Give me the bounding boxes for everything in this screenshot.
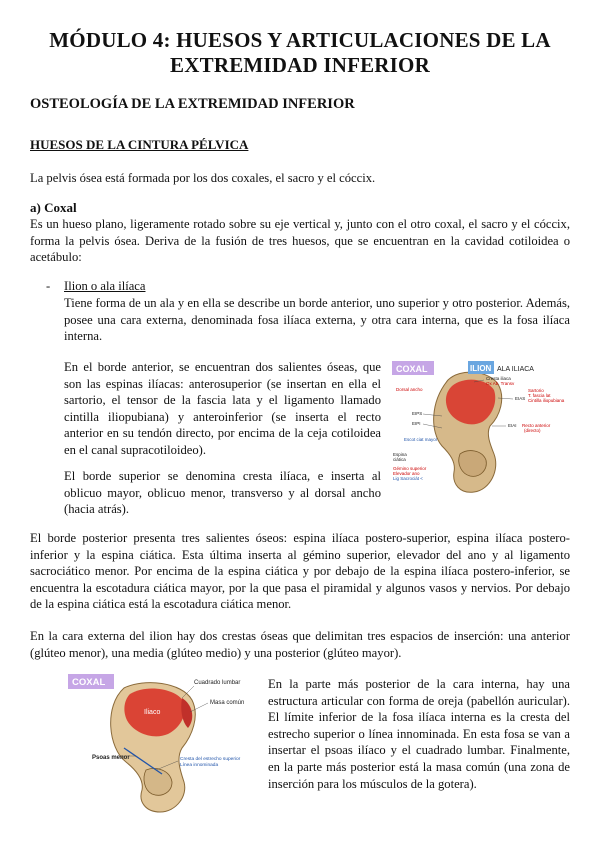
fig1-tag-ilion: ILION: [470, 364, 492, 373]
fig2-tag-coxal: COXAL: [72, 677, 106, 688]
fig2-label-cresta: Cresta del estrecho superior: [180, 757, 241, 762]
fig2-label-linea: Línea innominada: [180, 763, 219, 768]
fig1-label-espina: Espina: [393, 452, 407, 457]
fig1-tag-coxal: COXAL: [396, 364, 428, 374]
page-title: MÓDULO 4: HUESOS Y ARTICULACIONES DE LA EXTREMIDAD INFERIOR: [49, 28, 551, 77]
fig1-label-tensor: T. fascia lat: [528, 393, 551, 398]
fig1-label-eipi: EIPI: [412, 421, 421, 426]
fig1-label-oblicuos: Ox Ab. Transv: [486, 381, 515, 386]
cara-externa-paragraph: En la cara externa del ilion hay dos crestas óseas que delimitan tres espacios de inserción: una anterior (glúteo menor), una media (glúteo medio) y una posterior (glúteo mayor).: [30, 629, 570, 660]
fig1-label-sartorio: Sartorio: [528, 388, 544, 393]
fig1-label-eips: EIPS: [412, 411, 423, 416]
section-heading: OSTEOLOGÍA DE LA EXTREMIDAD INFERIOR: [30, 96, 355, 112]
cara-interna-paragraph: En la parte más posterior de la cara interna, hay una estructura articular con forma de oreja (pabellón auricular). El límite inferior de la fosa ilíaca interna es la cresta del estrecho superior o línea innominada. En esta fosa se van a insertar el psoas ilíaco y el cuadrado lumbar. Finalmente, en la parte más posterior está la masa común (una zona de inserción para los músculos de la gotera).: [268, 677, 570, 791]
fig1-label-cintilla: Cintilla iliopubiana: [528, 398, 565, 403]
fig1-label-eiai: EIAI: [508, 423, 517, 428]
fig2-label-iliaco: Iliaco: [144, 709, 161, 716]
coxal-lateral-illustration: [390, 358, 572, 498]
fig2-label-psoas: Psoas menor: [92, 755, 130, 761]
borde-anterior-paragraph: En el borde anterior, se encuentran dos salientes óseas, que son las espinas ilíacas: anterosuperior (se insertan en ella el sartorio, el tensor de la fascia lata y el ligamento llamado cintilla iliopubiana) y anteroinferior (se inserta el recto anterior en su tendón directo, por encima de la ceja cotiloidea en el canal supracotiloideo).: [64, 360, 381, 457]
fig1-label-gemino: Gémino superior: [393, 466, 427, 471]
ilion-heading: Ilion o ala ilíaca: [64, 279, 146, 293]
fig2-label-cuadrado: Cuadrado lumbar: [194, 680, 241, 686]
coxal-medial-figure: [64, 670, 260, 818]
borde-superior-paragraph: El borde superior se denomina cresta ilíaca, e inserta al oblicuo mayor, oblicuo menor, transverso y al dorsal ancho (hacia atrás).: [64, 469, 381, 517]
bullet-marker: -: [46, 279, 51, 293]
coxal-lateral-figure: [390, 358, 572, 498]
borde-posterior-paragraph: El borde posterior presenta tres salientes óseos: espina ilíaca postero-superior, espina ilíaca postero-inferior y la espina ciática. Esta última inserta al gémino superior, elevador del ano y al ligamento sacrociático menor. Por encima de la espina ciática y por debajo de la espina ilíaca postero-inferior, se encuentra la escotadura ciática mayor, por la que pasa el piramidal y algunos vasos y nervios. Por debajo de la espina ciática está la escotadura ciática menor.: [30, 531, 570, 612]
fig1-label-cresta: Cresta iliaca: [486, 376, 511, 381]
fig2-label-masa: Masa común: [210, 700, 245, 706]
fig1-tag-ala: ALA ILIACA: [497, 366, 534, 373]
fig1-label-lig: Lig Sacrociát <: [393, 476, 423, 481]
subsection-heading: HUESOS DE LA CINTURA PÉLVICA: [30, 137, 249, 152]
fig1-label-directo: (directo): [524, 428, 541, 433]
fig1-label-recto: Recto anterior: [522, 423, 551, 428]
fig1-label-escotadura: Escot ciat mayor: [404, 437, 438, 442]
intro-paragraph: La pelvis ósea está formada por los dos coxales, el sacro y el cóccix.: [30, 171, 376, 185]
coxal-medial-illustration: [64, 670, 260, 818]
fig1-label-ciatica: ciática: [393, 457, 406, 462]
coxal-heading: a) Coxal: [30, 200, 77, 215]
fig1-label-elevador: Elevador ano: [393, 471, 420, 476]
ilion-paragraph: Tiene forma de un ala y en ella se describe un borde anterior, uno superior y otro posterior. Además, posee una cara externa, denominada fosa ilíaca externa, y otra cara interna, que es la fosa ilíaca interna.: [64, 296, 570, 344]
fig1-label-eias: EIAS: [515, 396, 526, 401]
fig1-label-dorsal: Dorsal ancho: [396, 387, 423, 392]
coxal-paragraph: Es un hueso plano, ligeramente rotado sobre su eje vertical y, junto con el otro coxal, el sacro y el cóccix, forma la pelvis ósea. Deriva de la fusión de tres huesos, que se encuentran en la cavidad cotiloidea o acetábulo:: [30, 217, 570, 265]
